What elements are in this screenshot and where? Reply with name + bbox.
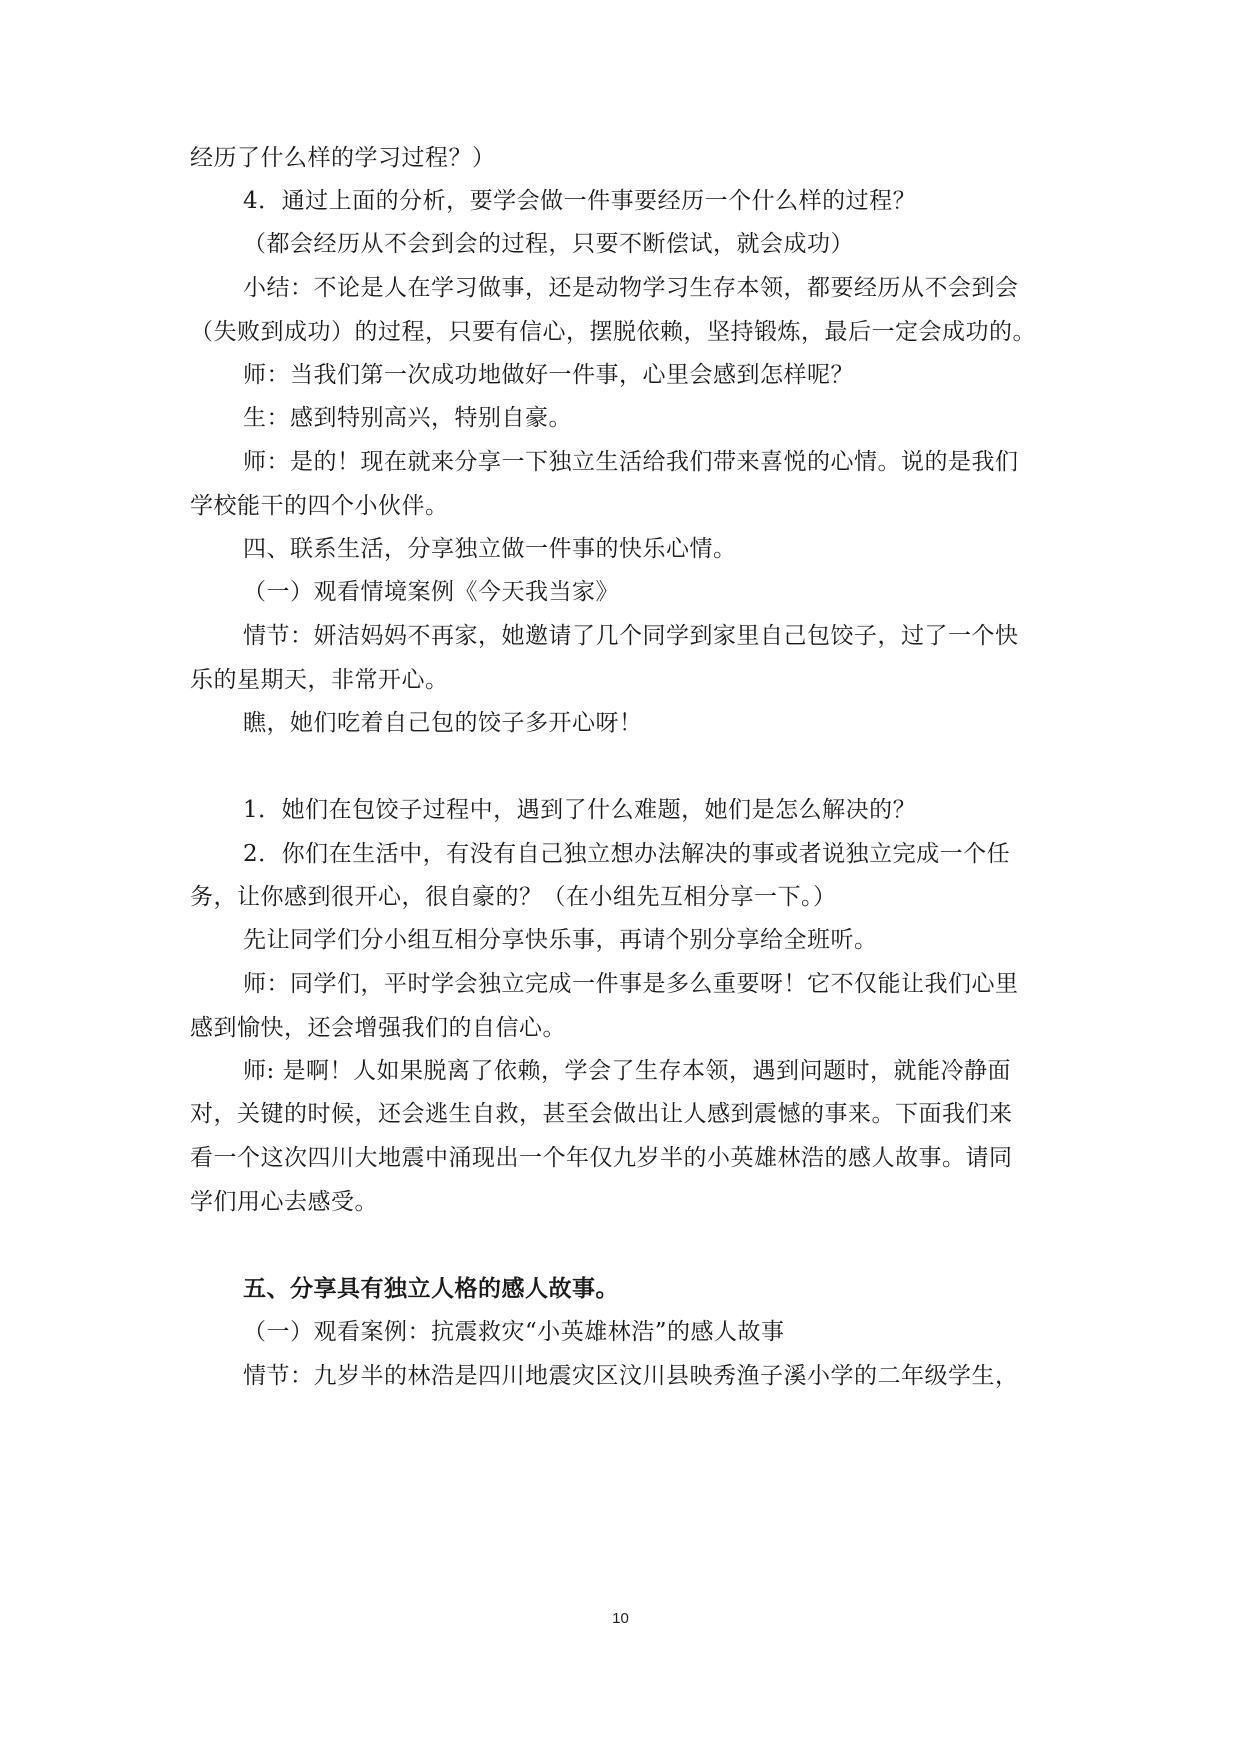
text-line: 学校能干的四个小伙伴。	[190, 493, 449, 519]
text-line: 先让同学们分小组互相分享快乐事，再请个别分享给全班听。	[243, 927, 878, 953]
text-line: 瞧，她们吃着自己包的饺子多开心呀！	[243, 710, 643, 736]
text-line: （一）观看案例：抗震救灾“小英雄林浩”的感人故事	[243, 1319, 785, 1345]
text-line: 师: 是啊！人如果脱离了依赖，学会了生存本领，遇到问题时，就能冷静面	[243, 1058, 1012, 1084]
text-line: 对，关键的时候，还会逃生自救，甚至会做出让人感到震憾的事来。下面我们来	[190, 1101, 1013, 1127]
page-number: 10	[612, 1610, 629, 1627]
text-line: 师：当我们第一次成功地做好一件事，心里会感到怎样呢？	[243, 362, 854, 388]
text-line: 务，让你感到很开心，很自豪的？（在小组先互相分享一下。）	[190, 884, 837, 910]
text-line: 1．她们在包饺子过程中，遇到了什么难题，她们是怎么解决的？	[243, 797, 917, 823]
text-line: 师：同学们，平时学会独立完成一件事是多么重要呀！它不仅能让我们心里	[243, 971, 1019, 997]
text-line: （一）观看情境案例《今天我当家》	[243, 579, 619, 605]
text-line: 情节：妍洁妈妈不再家，她邀请了几个同学到家里自己包饺子，过了一个快	[243, 623, 1019, 649]
text-line: 2．你们在生活中，有没有自己独立想办法解决的事或者说独立完成一个任	[243, 841, 1011, 867]
text-line: 生：感到特别高兴，特别自豪。	[243, 405, 572, 431]
text-line: 师：是的！现在就来分享一下独立生活给我们带来喜悦的心情。说的是我们	[243, 449, 1019, 475]
section-heading: 四、联系生活，分享独立做一件事的快乐心情。	[243, 536, 737, 562]
text-line: （都会经历从不会到会的过程，只要不断偿试，就会成功）	[243, 231, 854, 257]
section-heading: 五、分享具有独立人格的感人故事。	[243, 1275, 619, 1302]
text-line: 看一个这次四川大地震中涌现出一个年仅九岁半的小英雄林浩的感人故事。请同	[190, 1145, 1013, 1171]
text-line: （失败到成功）的过程，只要有信心，摆脱依赖，坚持锻炼，最后一定会成功的。	[190, 319, 1036, 345]
text-line: 感到愉快，还会增强我们的自信心。	[190, 1015, 566, 1041]
text-line: 情节：九岁半的林浩是四川地震灾区汶川县映秀渔子溪小学的二年级学生，	[243, 1363, 1019, 1389]
text-line: 小结：不论是人在学习做事，还是动物学习生存本领，都要经历从不会到会	[243, 275, 1019, 301]
text-line: 乐的星期天，非常开心。	[190, 667, 449, 693]
text-line: 经历了什么样的学习过程？）	[190, 145, 496, 171]
text-line: 学们用心去感受。	[190, 1189, 378, 1215]
text-line: 4．通过上面的分析，要学会做一件事要经历一个什么样的过程？	[243, 188, 917, 214]
